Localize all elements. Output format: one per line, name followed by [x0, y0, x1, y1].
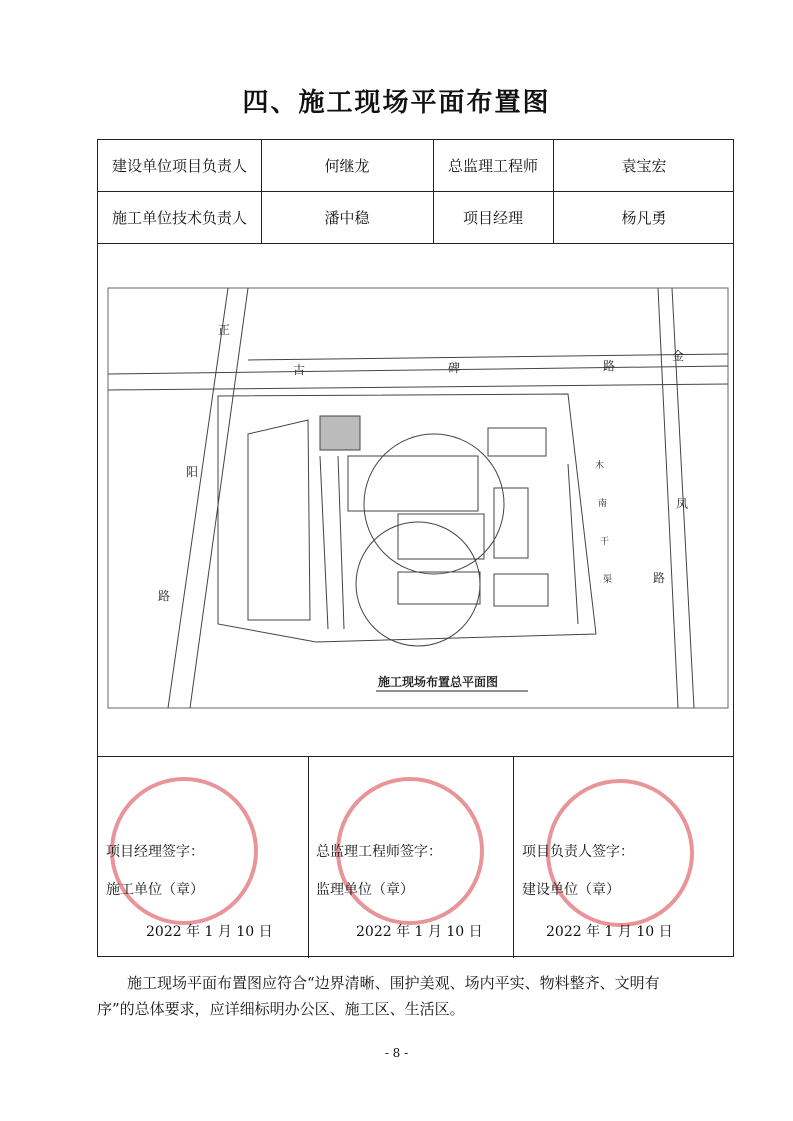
layout-form: [97, 139, 734, 957]
col2-unit-label: 监理单位（章）: [316, 882, 414, 898]
plan-caption: 施工现场布置总平面图: [378, 675, 499, 689]
col1-date: 2022 年 1 月 10 日: [146, 924, 273, 940]
col1-sign-label: 项目经理签字：: [106, 844, 204, 860]
canal-char: 渠: [603, 575, 613, 585]
col3-unit-label: 建设单位（章）: [522, 882, 620, 898]
page-title: 四、施工现场平面布置图: [242, 88, 551, 118]
road-east-char: 金: [672, 349, 685, 363]
col1-unit-label: 施工单位（章）: [106, 882, 204, 898]
road-west-char: 路: [158, 589, 171, 603]
value-construction-lead: 何继龙: [324, 157, 370, 175]
col3-date: 2022 年 1 月 10 日: [546, 924, 673, 940]
footer-line-2: 序”的总体要求，应详细标明办公区、施工区、生活区。: [97, 1000, 465, 1018]
site-plan-drawing: [98, 244, 732, 756]
road-north-char: 路: [603, 359, 616, 373]
canal-char: 木: [595, 461, 605, 471]
value-project-manager: 杨凡勇: [621, 209, 667, 227]
label-construction-lead: 建设单位项目负责人: [111, 157, 247, 175]
table-row: [98, 140, 733, 192]
value-technical-lead: 潘中稳: [324, 209, 370, 227]
road-east-char: 凤: [676, 497, 689, 511]
page-number: - 8 -: [384, 1046, 409, 1060]
canal-char: 干: [600, 537, 610, 547]
value-chief-supervisor: 袁宝宏: [621, 157, 667, 175]
col2-date: 2022 年 1 月 10 日: [356, 924, 483, 940]
col2-sign-label: 总监理工程师签字：: [316, 844, 442, 860]
road-north-char: 碑: [448, 361, 461, 375]
label-project-manager: 项目经理: [462, 209, 523, 227]
footer-line-1: 施工现场平面布置图应符合“边界清晰、围护美观、场内平实、物料整齐、文明有: [127, 974, 660, 992]
road-west-char: 正: [218, 323, 231, 337]
road-east-char: 路: [653, 571, 666, 585]
site-plan-area: [98, 244, 733, 757]
table-row: [98, 192, 733, 244]
signature-row: [98, 757, 733, 958]
col3-sign-label: 项目负责人签字：: [522, 844, 634, 860]
label-chief-supervisor: 总监理工程师: [447, 157, 538, 175]
road-north-char: 古: [293, 363, 306, 377]
label-technical-lead: 施工单位技术负责人: [111, 209, 247, 227]
canal-char: 南: [598, 499, 608, 509]
road-west-char: 阳: [186, 465, 199, 479]
